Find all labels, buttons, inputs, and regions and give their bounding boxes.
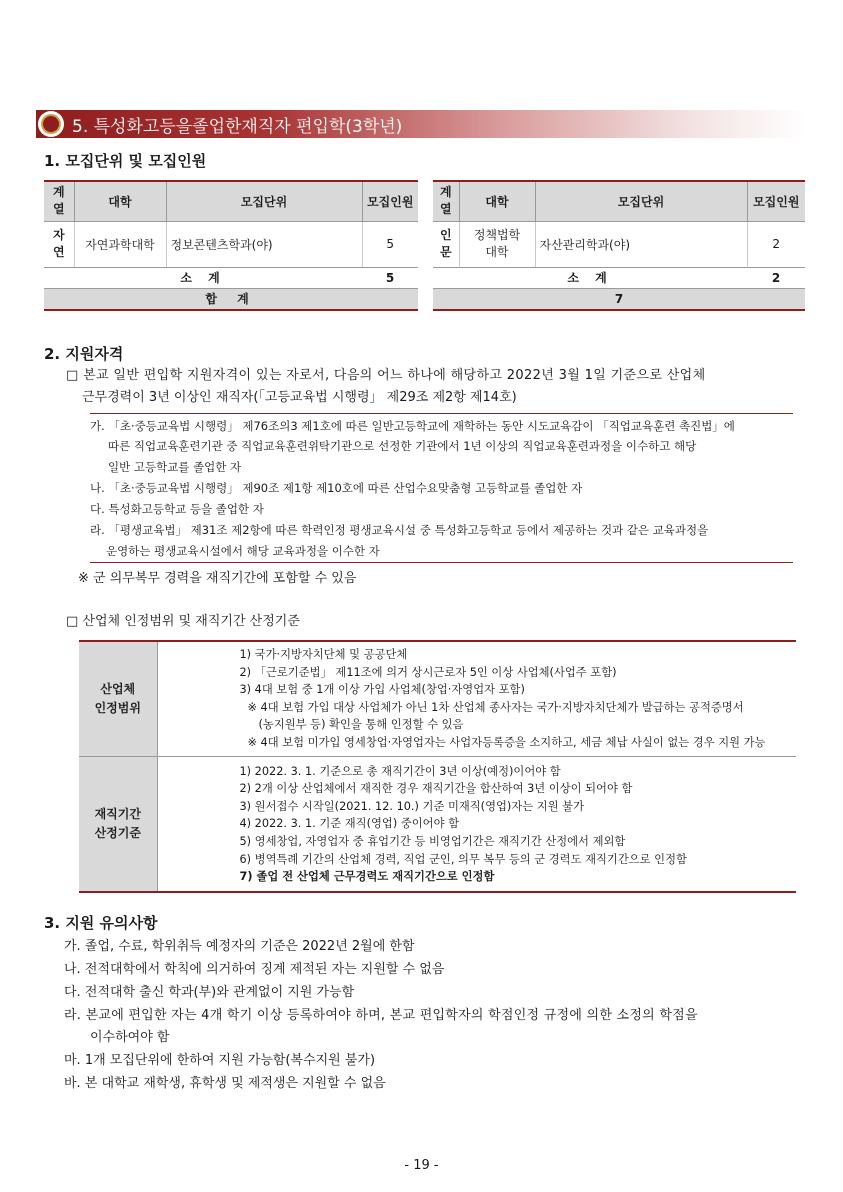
criteria-period-content: 1) 2022. 3. 1. 기준으로 총 재직기간이 3년 이상(예정)이어야 함 2) 2개 이상 산업체에서 재직한 경우 재직기간을 합산하여 3년 이상이 되어야 함 3) 원서접수 시작일(2021. 12. 10.) 기준 미재직(영업)자는 지원 불가 4) 2022. 3. 1. 기준 재직(영업) 중이어야 함 5) 영세창업, 자영업자 중 휴업기간 등 비영업기간은 재직기간 산정에서 제외함 6) 병역특례 기간의 산업체 경력, 직업 군인, 의무 복무 등의 군 경력도 재직기간으로 인정함 7) 졸업 전 산업체 근무경력도 재직기간으로 인정함 bbox=[157, 756, 796, 892]
criteria-label-industry: 산업체 인정범위 bbox=[79, 641, 157, 756]
field-cell: 자 연 bbox=[44, 221, 74, 267]
count-cell: 2 bbox=[747, 221, 805, 267]
recruit-table-left bbox=[44, 180, 418, 311]
eligibility-item-cont: 일반 고등학교를 졸업한 자 bbox=[108, 460, 242, 474]
eligibility-item-cont: 따른 직업교육훈련기관 중 직업교육훈련위탁기관으로 선정한 기관에서 1년 이상의 직업교육훈련과정을 이수하고 해당 bbox=[108, 439, 697, 453]
header-college: 대학 bbox=[74, 181, 166, 221]
field-cell: 인 문 bbox=[433, 221, 459, 267]
banner-title: 5. 특성화고등을졸업한재직자 편입학(3학년) bbox=[72, 116, 403, 137]
header-college: 대학 bbox=[459, 181, 535, 221]
university-emblem-icon bbox=[38, 111, 64, 137]
notice-item: 바. 본 대학교 재학생, 휴학생 및 제적생은 지원할 수 없음 bbox=[64, 1076, 386, 1091]
total-value: 7 bbox=[433, 288, 805, 310]
section1-heading: 1. 모집단위 및 모집인원 bbox=[44, 152, 207, 170]
subtotal-value: 2 bbox=[747, 267, 805, 288]
header-field: 계 열 bbox=[433, 181, 459, 221]
header-field: 계 열 bbox=[44, 181, 74, 221]
recruit-table-right bbox=[433, 180, 805, 311]
eligibility-intro-1: □ 본교 일반 편입학 지원자격이 있는 자로서, 다음의 어느 하나에 해당하고 2022년 3월 1일 기준으로 산업체 bbox=[66, 368, 706, 383]
criteria-title: □ 산업체 인정범위 및 재직기간 산정기준 bbox=[66, 614, 300, 629]
college-cell: 자연과학대학 bbox=[74, 221, 166, 267]
unit-cell: 정보콘텐츠학과(야) bbox=[166, 221, 362, 267]
notice-item: 나. 전적대학에서 학칙에 의거하여 징계 제적된 자는 지원할 수 없음 bbox=[64, 962, 445, 977]
criteria-industry-content: 1) 국가·지방자치단체 및 공공단체 2) 「근로기준법」 제11조에 의거 상시근로자 5인 이상 사업체(사업주 포함) 3) 4대 보험 중 1개 이상 가입 사업체(창업·자영업자 포함) ※ 4대 보험 가입 대상 사업체가 아닌 1차 산업체 종사자는 국가·지방자치단체가 발급하는 공적증명서 (농지원부 등) 확인을 통해 인정할 수 있음 ※ 4대 보험 미가입 영세창업·자영업자는 사업자등록증을 소지하고, 세금 체납 사실이 없는 경우 지원 가능 bbox=[157, 641, 796, 756]
eligibility-item-cont: 운영하는 평생교육시설에서 해당 교육과정을 이수한 자 bbox=[106, 544, 380, 558]
notice-item: 가. 졸업, 수료, 학위취득 예정자의 기준은 2022년 2월에 한함 bbox=[64, 939, 415, 954]
college-cell: 정책법학 대학 bbox=[459, 221, 535, 267]
eligibility-item: 라. 「평생교육법」 제31조 제2항에 따른 학력인정 평생교육시설 중 특성화고등학교 등에서 제공하는 것과 같은 교육과정을 bbox=[90, 523, 709, 537]
eligibility-items-box bbox=[90, 413, 793, 563]
unit-cell: 자산관리학과(야) bbox=[535, 221, 747, 267]
count-cell: 5 bbox=[362, 221, 418, 267]
military-note: ※ 군 의무복무 경력을 재직기간에 포함할 수 있음 bbox=[78, 571, 357, 586]
subtotal-label: 소 계 bbox=[433, 267, 747, 288]
notice-item-cont: 이수하여야 함 bbox=[90, 1030, 170, 1045]
notice-item: 다. 전적대학 출신 학과(부)와 관계없이 지원 가능함 bbox=[64, 985, 355, 1000]
eligibility-item: 가. 「초·중등교육법 시행령」 제76조의3 제1호에 따른 일반고등학교에 재학하는 동안 시도교육감이 「직업교육훈련 촉진법」에 bbox=[90, 419, 735, 433]
total-label: 합 계 bbox=[44, 288, 418, 310]
header-count: 모집인원 bbox=[747, 181, 805, 221]
eligibility-item: 나. 「초·중등교육법 시행령」 제90조 제1항 제10호에 따른 산업수요맞춤형 고등학교를 졸업한 자 bbox=[90, 481, 583, 495]
criteria-table bbox=[79, 640, 796, 893]
section-banner bbox=[36, 110, 806, 138]
notice-item: 라. 본교에 편입한 자는 4개 학기 이상 등록하여야 하며, 본교 편입학자의 학점인정 규정에 의한 소정의 학점을 bbox=[64, 1008, 698, 1023]
section2-heading: 2. 지원자격 bbox=[44, 345, 124, 363]
header-unit: 모집단위 bbox=[166, 181, 362, 221]
section3-heading: 3. 지원 유의사항 bbox=[44, 914, 158, 932]
eligibility-item: 다. 특성화고등학교 등을 졸업한 자 bbox=[90, 502, 264, 516]
subtotal-value: 5 bbox=[362, 267, 418, 288]
header-count: 모집인원 bbox=[362, 181, 418, 221]
page-number: - 19 - bbox=[404, 1158, 439, 1173]
criteria-label-period: 재직기간 산정기준 bbox=[79, 756, 157, 892]
subtotal-label: 소 계 bbox=[44, 267, 362, 288]
header-unit: 모집단위 bbox=[535, 181, 747, 221]
eligibility-intro-2: 근무경력이 3년 이상인 재직자(「고등교육법 시행령」 제29조 제2항 제14호) bbox=[82, 390, 517, 405]
notice-item: 마. 1개 모집단위에 한하여 지원 가능함(복수지원 불가) bbox=[64, 1053, 376, 1068]
